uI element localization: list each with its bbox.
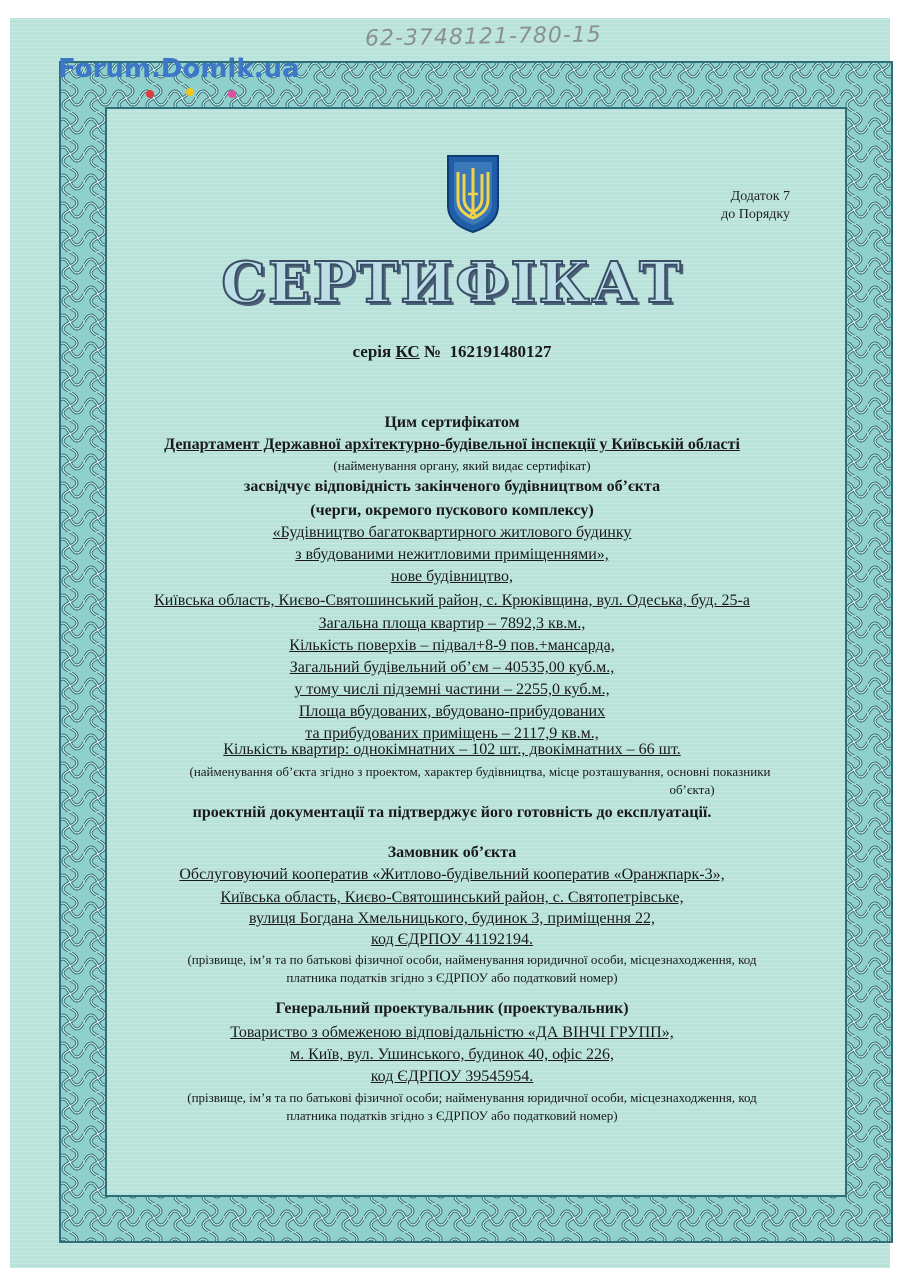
intro-text: Цим сертифікатом <box>384 414 520 431</box>
conformity-statement: проектній документації та підтверджує його готовність до експлуатації. <box>192 804 712 821</box>
series-number: 162191480127 <box>449 342 552 361</box>
appendix-reference <box>690 188 790 224</box>
object-line: Площа вбудованих, вбудовано-прибудованих <box>298 703 606 720</box>
customer-line: Київська область, Києво-Святошинський район, с. Святопетрівське, <box>220 889 684 906</box>
designer-line: Товариство з обмеженою відповідальністю «ДА ВІНЧІ ГРУПП», <box>230 1024 674 1041</box>
object-line: Кількість квартир: однокімнатних – 102 шт., двокімнатних – 66 шт. <box>223 741 681 758</box>
object-line: Київська область, Києво-Святошинський район, с. Крюківщина, вул. Одеська, буд. 25-а <box>154 592 750 609</box>
handwritten-registration-number: 62-3748121-780-15 <box>364 22 602 52</box>
object-note-line-1: (найменування об’єкта згідно з проектом, характер будівництва, місце розташування, основні показники <box>189 764 771 779</box>
certificate-series <box>0 342 904 362</box>
object-line: Кількість поверхів – підвал+8-9 пов.+мансарда, <box>289 637 615 654</box>
coat-of-arms-icon <box>444 154 502 234</box>
designer-line: код ЄДРПОУ 39545954. <box>370 1068 534 1085</box>
certifies-line-1: засвідчує відповідність закінченого будівництвом об’єкта <box>243 478 661 495</box>
designer-line: м. Київ, вул. Ушинського, будинок 40, офіс 226, <box>289 1046 614 1063</box>
customer-line: код ЄДРПОУ 41192194. <box>371 931 533 948</box>
issuer-name: Департамент Державної архітектурно-будівельної інспекції у Київській області <box>164 436 740 453</box>
series-prefix: серія <box>352 342 392 361</box>
designer-note-line-1: (прізвище, ім’я та по батькові фізичної особи; найменування юридичної особи, місцезнаходження, код <box>187 1090 757 1105</box>
designer-note-line-2: платника податків згідно з ЄДРПОУ або податковий номер) <box>286 1108 618 1123</box>
appendix-line-1: Додаток 7 <box>730 189 790 204</box>
certifies-line-2: (черги, окремого пускового комплексу) <box>310 502 594 519</box>
object-line: Загальний будівельний об’єм – 40535,00 куб.м., <box>289 659 615 676</box>
object-line: з вбудованими нежитловими приміщеннями», <box>295 546 609 563</box>
object-line: Загальна площа квартир – 7892,3 кв.м., <box>318 615 586 632</box>
designer-heading: Генеральний проектувальник (проектувальник) <box>275 1000 629 1017</box>
customer-line: Обслуговуючий кооператив «Житлово-будівельний кооператив «Оранжпарк-3», <box>179 866 725 883</box>
customer-note-line-2: платника податків згідно з ЄДРПОУ або податковий номер) <box>286 970 618 985</box>
series-code: КС <box>395 342 420 361</box>
appendix-line-2: до Порядку <box>721 207 790 222</box>
customer-heading: Замовник об’єкта <box>387 844 517 861</box>
customer-note-line-1: (прізвище, ім’я та по батькові фізичної особи, найменування юридичної особи, місцезнаходження, код <box>187 952 757 967</box>
customer-line: вулиця Богдана Хмельницького, будинок 3, приміщення 22, <box>249 910 655 927</box>
issuer-note: (найменування органу, який видає сертифікат) <box>333 458 591 473</box>
number-sign: № <box>423 342 441 361</box>
certificate-title: СЕРТИФІКАТ <box>221 250 683 316</box>
object-line: нове будівництво, <box>391 568 513 585</box>
object-line: «Будівництво багатоквартирного житлового будинку <box>272 524 632 541</box>
object-line: у тому числі підземні частини – 2255,0 куб.м., <box>294 681 610 698</box>
object-note-line-2: об’єкта) <box>669 782 715 797</box>
object-line: та прибудованих приміщень – 2117,9 кв.м., <box>305 725 599 742</box>
site-watermark: Forum.Domik.ua <box>58 54 300 84</box>
